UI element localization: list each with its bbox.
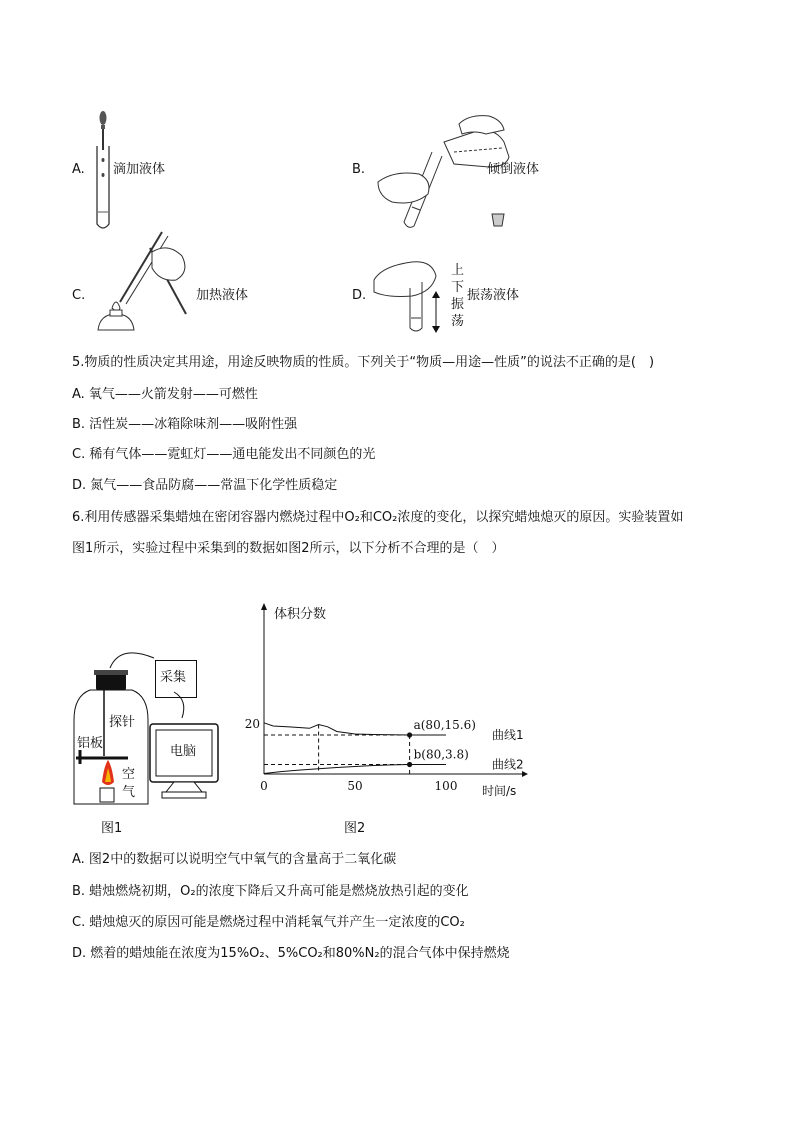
q6-option-c: C. 蜡烛熄灭的原因可能是燃烧过程中消耗氧气并产生一定浓度的CO₂ bbox=[72, 915, 465, 930]
label-down: 下 bbox=[451, 280, 465, 295]
q5-option-a: A. 氧气——火箭发射——可燃性 bbox=[72, 387, 258, 402]
q5-stem: 5.物质的性质决定其用途，用途反映物质的性质。下列关于“物质—用途—性质”的说法不正确的是( ) bbox=[72, 355, 655, 370]
y-axis-arrow bbox=[261, 603, 267, 610]
x-tick-label: 100 bbox=[434, 779, 458, 793]
x-axis-arrow bbox=[522, 771, 528, 777]
option-c-text: 加热液体 bbox=[196, 288, 249, 303]
label-up: 上 bbox=[451, 263, 465, 278]
option-d-letter: D. bbox=[352, 288, 367, 303]
up-down-arrow-icon bbox=[430, 290, 442, 334]
q6-stem-line2: 图1所示，实验过程中采集到的数据如图2所示，以下分析不合理的是（ ） bbox=[72, 541, 505, 556]
figure2-caption: 图2 bbox=[344, 821, 366, 836]
figure2-chart bbox=[238, 598, 538, 803]
x-axis-label: 时间/s bbox=[482, 784, 517, 798]
y-axis-label: 体积分数 bbox=[274, 607, 327, 622]
y-tick-label: 20 bbox=[244, 717, 260, 731]
plate-label: 铝板 bbox=[77, 736, 104, 751]
label-swing: 荡 bbox=[451, 314, 465, 329]
annotation-b: b(80,3.8) bbox=[413, 747, 469, 762]
option-c-letter: C. bbox=[72, 288, 86, 303]
computer-label: 电脑 bbox=[170, 744, 197, 759]
series-line-2 bbox=[264, 765, 446, 774]
air-label-2: 气 bbox=[122, 785, 136, 800]
heating-liquid-illustration bbox=[90, 222, 195, 342]
figure1-apparatus bbox=[70, 640, 230, 820]
label-shake: 振 bbox=[451, 297, 465, 312]
figure1-caption: 图1 bbox=[101, 821, 123, 836]
annotation-a: a(80,15.6) bbox=[413, 718, 476, 732]
shake-direction-labels bbox=[451, 262, 464, 330]
option-a-text: 滴加液体 bbox=[113, 162, 166, 177]
x-tick-label: 0 bbox=[260, 779, 268, 793]
option-a-letter: A. bbox=[72, 162, 85, 177]
series-label-1: 曲线1 bbox=[492, 728, 524, 742]
air-label-1: 空 bbox=[122, 767, 136, 782]
q6-option-d: D. 燃着的蜡烛能在浓度为15%O₂、5%CO₂和80%N₂的混合气体中保持燃烧 bbox=[72, 946, 510, 961]
series-label-2: 曲线2 bbox=[492, 757, 524, 772]
option-d-text: 振荡液体 bbox=[467, 288, 520, 303]
q5-option-d: D. 氮气——食品防腐——常温下化学性质稳定 bbox=[72, 478, 338, 493]
q6-stem-line1: 6.利用传感器采集蜡烛在密闭容器内燃烧过程中O₂和CO₂浓度的变化，以探究蜡烛熄灭的原因。实验装置如 bbox=[72, 510, 684, 525]
x-tick-label: 50 bbox=[347, 779, 363, 793]
q6-option-a: A. 图2中的数据可以说明空气中氧气的含量高于二氧化碳 bbox=[72, 852, 397, 867]
collect-label: 采集 bbox=[160, 670, 187, 685]
option-b-text: 倾倒液体 bbox=[487, 162, 540, 177]
probe-label: 探针 bbox=[109, 715, 136, 730]
q6-option-b: B. 蜡烛燃烧初期，O₂的浓度下降后又升高可能是燃烧放热引起的变化 bbox=[72, 884, 469, 899]
q5-option-c: C. 稀有气体——霓虹灯——通电能发出不同颜色的光 bbox=[72, 447, 376, 462]
q5-option-b: B. 活性炭——冰箱除味剂——吸附性强 bbox=[72, 417, 298, 432]
option-b-letter: B. bbox=[352, 162, 366, 177]
